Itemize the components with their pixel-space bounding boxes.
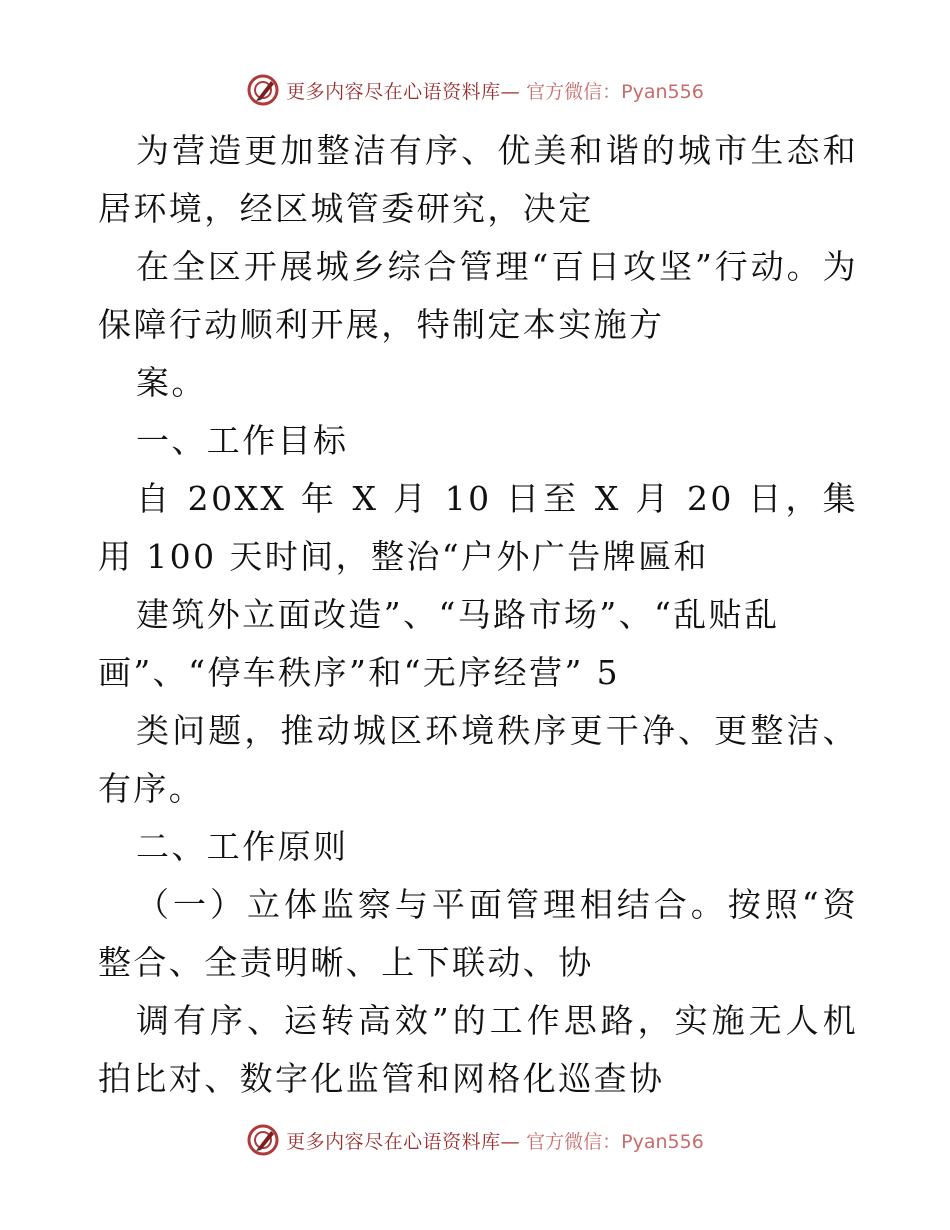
paragraph-line: 整合、全责明晰、上下联动、协	[98, 943, 594, 982]
paragraph-line: 用 100 天时间，整治“户外广告牌匾和	[98, 537, 709, 576]
paragraph-line: 建筑外立面改造”、“马路市场”、“乱贴乱	[136, 595, 780, 634]
paragraph-line: 为营造更加整洁有序、优美和谐的城市生态和	[136, 131, 858, 170]
section-heading: 二、工作原则	[136, 827, 349, 866]
paragraph-line: （一）立体监察与平面管理相结合。按照“资	[136, 885, 858, 924]
watermark-text: 更多内容尽在心语资料库—	[286, 1130, 521, 1153]
paragraph-line: 调有序、运转高效”的工作思路，实施无人机	[136, 1001, 858, 1040]
paragraph-line: 拍比对、数字化监管和网格化巡查协	[98, 1059, 665, 1098]
watermark-text: 更多内容尽在心语资料库—	[286, 80, 521, 103]
watermark-footer	[0, 1120, 950, 1160]
watermark-header	[0, 70, 950, 110]
paragraph-line: 在全区开展城乡综合管理“百日攻坚”行动。为	[136, 247, 858, 286]
paragraph-line: 画”、“停车秩序”和“无序经营” 5	[98, 653, 621, 692]
watermark-contact: 官方微信：Pyan556	[526, 80, 704, 103]
paragraph-line: 案。	[136, 363, 207, 402]
paragraph-line: 类问题，推动城区环境秩序更干净、更整洁、	[136, 711, 858, 750]
paragraph-line: 保障行动顺利开展，特制定本实施方	[98, 305, 665, 344]
watermark-contact: 官方微信：Pyan556	[526, 1130, 704, 1153]
document-body	[98, 122, 858, 1108]
pen-logo-icon	[246, 73, 280, 107]
paragraph-line: 自 20XX 年 X 月 10 日至 X 月 20 日，集	[136, 479, 858, 518]
pen-logo-icon	[246, 1123, 280, 1157]
section-heading: 一、工作目标	[136, 421, 349, 460]
paragraph-line: 有序。	[98, 769, 205, 808]
paragraph-line: 居环境，经区城管委研究，决定	[98, 189, 594, 228]
